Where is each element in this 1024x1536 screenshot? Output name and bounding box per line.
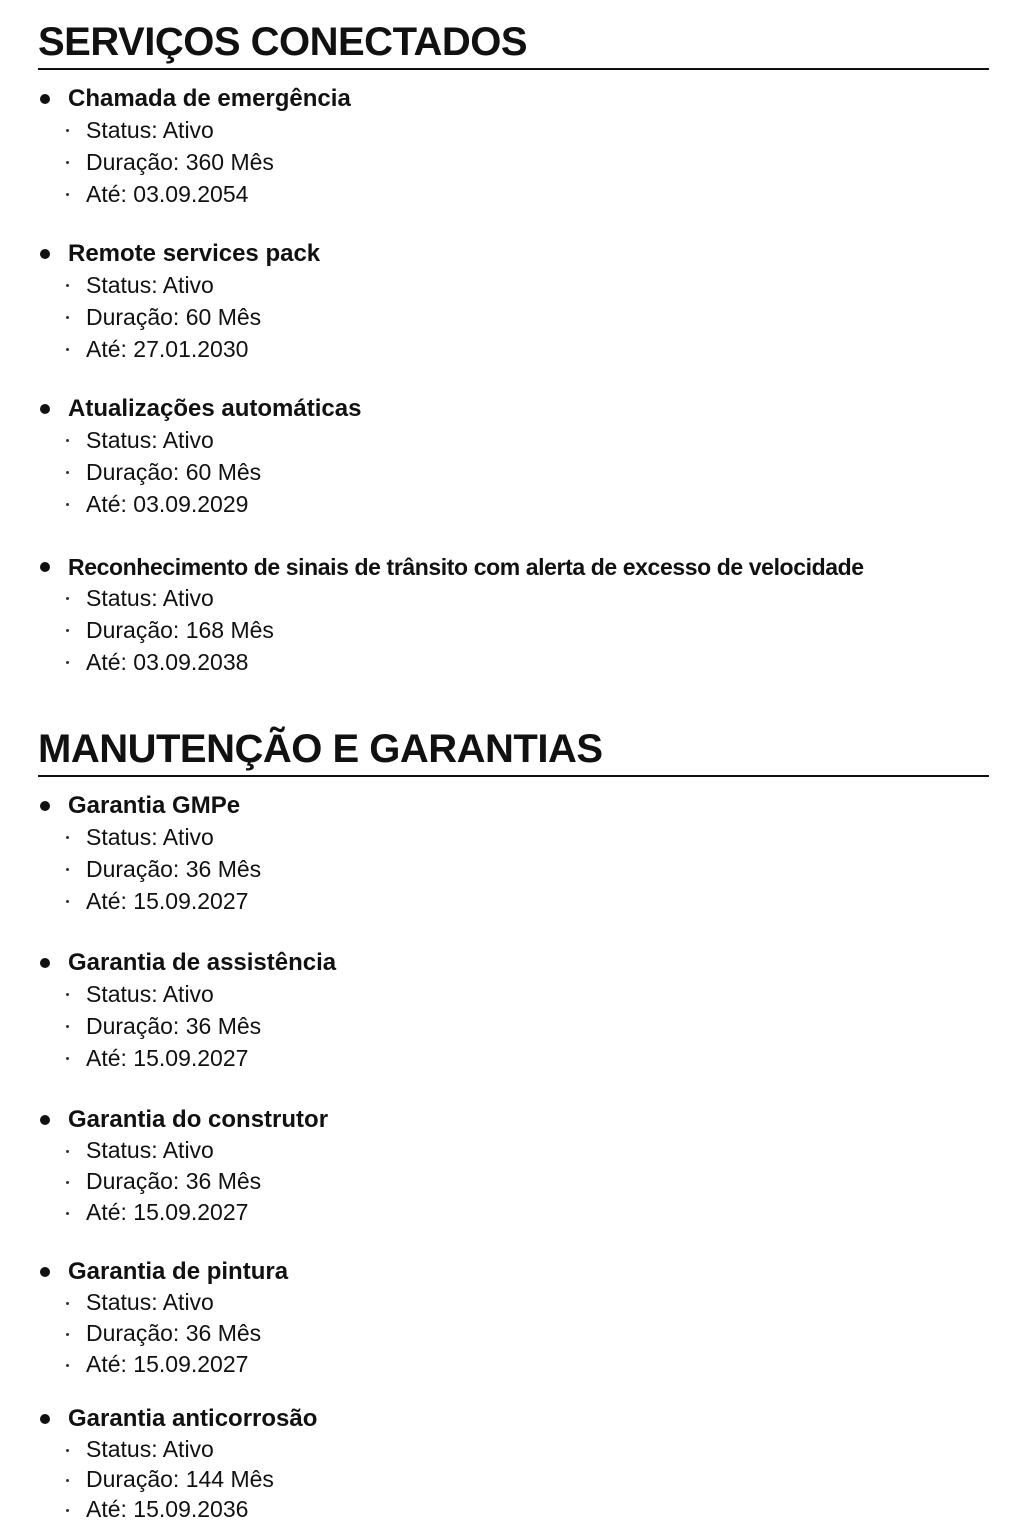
sub-bullet-icon <box>66 629 69 632</box>
service-item <box>38 1404 989 1524</box>
sub-bullet-icon <box>66 1057 69 1060</box>
bullet-icon <box>40 1267 50 1277</box>
sub-bullet-icon <box>66 836 69 839</box>
detail-list <box>38 1135 989 1228</box>
sub-bullet-icon <box>66 900 69 903</box>
service-item <box>38 791 989 917</box>
detail-list <box>38 821 989 917</box>
detail-until: Até: 15.09.2027 <box>38 885 989 917</box>
bullet-icon <box>40 958 50 968</box>
service-name: Garantia de assistência <box>38 948 989 978</box>
sub-bullet-icon <box>66 1364 69 1367</box>
service-name: Chamada de emergência <box>38 84 989 114</box>
detail-duration: Duração: 168 Mês <box>38 614 989 646</box>
bullet-icon <box>40 801 50 811</box>
sub-bullet-icon <box>66 597 69 600</box>
sub-bullet-icon <box>66 316 69 319</box>
detail-status: Status: Ativo <box>38 582 989 614</box>
service-name: Garantia GMPe <box>38 791 989 821</box>
service-item <box>38 84 989 210</box>
section-connected-services <box>38 20 989 675</box>
detail-until: Até: 03.09.2029 <box>38 488 989 520</box>
detail-until: Até: 15.09.2027 <box>38 1042 989 1074</box>
sub-bullet-icon <box>66 193 69 196</box>
bullet-icon <box>40 562 50 572</box>
service-name: Garantia do construtor <box>38 1105 989 1135</box>
sub-bullet-icon <box>66 1150 69 1153</box>
bullet-icon <box>40 1115 50 1125</box>
detail-until: Até: 27.01.2030 <box>38 333 989 365</box>
service-name: Garantia anticorrosão <box>38 1404 989 1434</box>
sub-bullet-icon <box>66 1181 69 1184</box>
bullet-icon <box>40 1414 50 1424</box>
service-name: Reconhecimento de sinais de trânsito com alerta de excesso de velocidade <box>38 552 989 582</box>
detail-duration: Duração: 144 Mês <box>38 1464 989 1494</box>
sub-bullet-icon <box>66 348 69 351</box>
section-maintenance-warranties <box>38 727 989 1522</box>
detail-list <box>38 1434 989 1524</box>
sub-bullet-icon <box>66 471 69 474</box>
detail-status: Status: Ativo <box>38 1135 989 1166</box>
detail-duration: Duração: 36 Mês <box>38 1166 989 1197</box>
service-item <box>38 1105 989 1228</box>
detail-status: Status: Ativo <box>38 1434 989 1464</box>
detail-until: Até: 15.09.2036 <box>38 1494 989 1524</box>
detail-until: Até: 03.09.2038 <box>38 646 989 678</box>
detail-list <box>38 582 989 678</box>
sub-bullet-icon <box>66 1333 69 1336</box>
detail-duration: Duração: 60 Mês <box>38 456 989 488</box>
detail-status: Status: Ativo <box>38 1287 989 1318</box>
detail-duration: Duração: 60 Mês <box>38 301 989 333</box>
detail-duration: Duração: 36 Mês <box>38 1010 989 1042</box>
sub-bullet-icon <box>66 868 69 871</box>
service-item <box>38 552 989 678</box>
detail-duration: Duração: 360 Mês <box>38 146 989 178</box>
sub-bullet-icon <box>66 284 69 287</box>
bullet-icon <box>40 404 50 414</box>
detail-status: Status: Ativo <box>38 269 989 301</box>
bullet-icon <box>40 94 50 104</box>
sub-bullet-icon <box>66 661 69 664</box>
detail-status: Status: Ativo <box>38 821 989 853</box>
sub-bullet-icon <box>66 1509 69 1512</box>
detail-duration: Duração: 36 Mês <box>38 853 989 885</box>
sub-bullet-icon <box>66 1449 69 1452</box>
sub-bullet-icon <box>66 129 69 132</box>
sub-bullet-icon <box>66 1025 69 1028</box>
sub-bullet-icon <box>66 1212 69 1215</box>
detail-list <box>38 424 989 520</box>
section-title: MANUTENÇÃO E GARANTIAS <box>38 727 989 777</box>
sub-bullet-icon <box>66 161 69 164</box>
service-name: Atualizações automáticas <box>38 394 989 424</box>
bullet-icon <box>40 249 50 259</box>
detail-list <box>38 114 989 210</box>
detail-status: Status: Ativo <box>38 114 989 146</box>
detail-list <box>38 1287 989 1380</box>
detail-until: Até: 03.09.2054 <box>38 178 989 210</box>
sub-bullet-icon <box>66 993 69 996</box>
sub-bullet-icon <box>66 439 69 442</box>
detail-list <box>38 978 989 1074</box>
service-name: Remote services pack <box>38 239 989 269</box>
service-name: Garantia de pintura <box>38 1257 989 1287</box>
detail-status: Status: Ativo <box>38 424 989 456</box>
detail-duration: Duração: 36 Mês <box>38 1318 989 1349</box>
detail-until: Até: 15.09.2027 <box>38 1349 989 1380</box>
sub-bullet-icon <box>66 503 69 506</box>
service-item <box>38 948 989 1074</box>
sub-bullet-icon <box>66 1479 69 1482</box>
detail-status: Status: Ativo <box>38 978 989 1010</box>
detail-until: Até: 15.09.2027 <box>38 1197 989 1228</box>
sub-bullet-icon <box>66 1302 69 1305</box>
service-item <box>38 1257 989 1380</box>
section-title: SERVIÇOS CONECTADOS <box>38 20 989 70</box>
detail-list <box>38 269 989 365</box>
service-item <box>38 394 989 520</box>
service-item <box>38 239 989 365</box>
